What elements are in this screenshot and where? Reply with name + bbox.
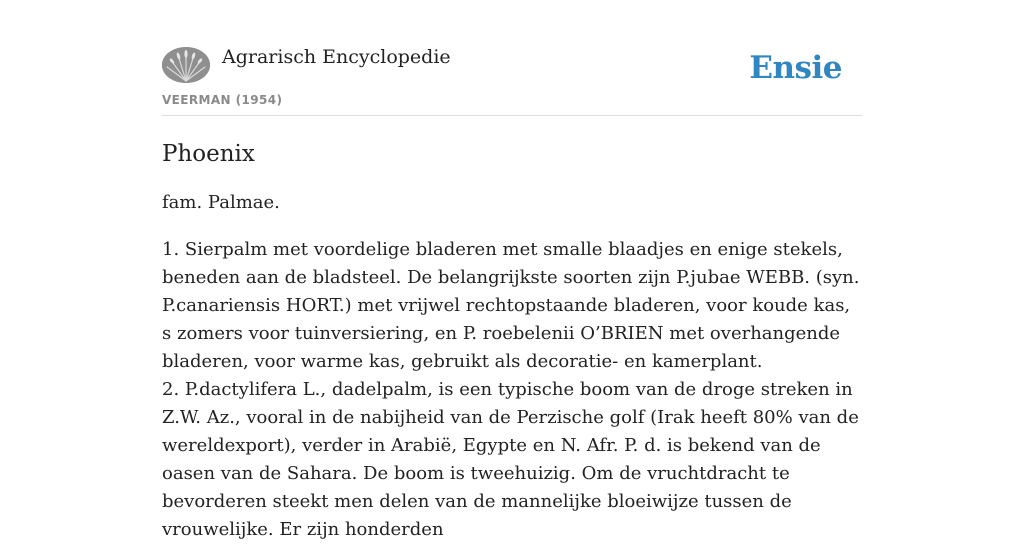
- paragraph-1: 1. Sierpalm met voordelige bladeren met smalle blaadjes en enige stekels, beneden aan de bladsteel. De belangrijkste soorten zijn P.jubae WEBB. (syn. P.canariensis HORT.) met vrijwel rechtopstaande bladeren, voor koude kas, s zomers voor tuinversiering, en P. roebelenii O’BRIEN met overhangende bladeren, voor warme kas, gebruikt als decoratie- en kamerplant.: [162, 239, 860, 372]
- brand-logo[interactable]: Ensie: [749, 50, 842, 86]
- edition-label: VEERMAN (1954): [162, 93, 283, 107]
- site-header: [162, 44, 862, 116]
- book-title[interactable]: Agrarisch Encyclopedie: [222, 46, 451, 68]
- article: [162, 138, 862, 544]
- wheat-sheaf-icon[interactable]: [162, 47, 210, 83]
- article-title: Phoenix: [162, 141, 255, 167]
- paragraph-2: 2. P.dactylifera L., dadelpalm, is een typische boom van de droge streken in Z.W. Az., vooral in de nabijheid van de Perzische golf (Irak heeft 80% van de wereldexport), verder in Arabië, Egypte en N. Afr. P. d. is bekend van de oasen van de Sahara. De boom is tweehuizig. Om de vruchtdracht te bevorderen steekt men delen van de mannelijke bloeiwijze tussen de vrouwelijke. Er zijn honderden: [162, 379, 859, 540]
- family-label: fam. Palmae.: [162, 192, 280, 213]
